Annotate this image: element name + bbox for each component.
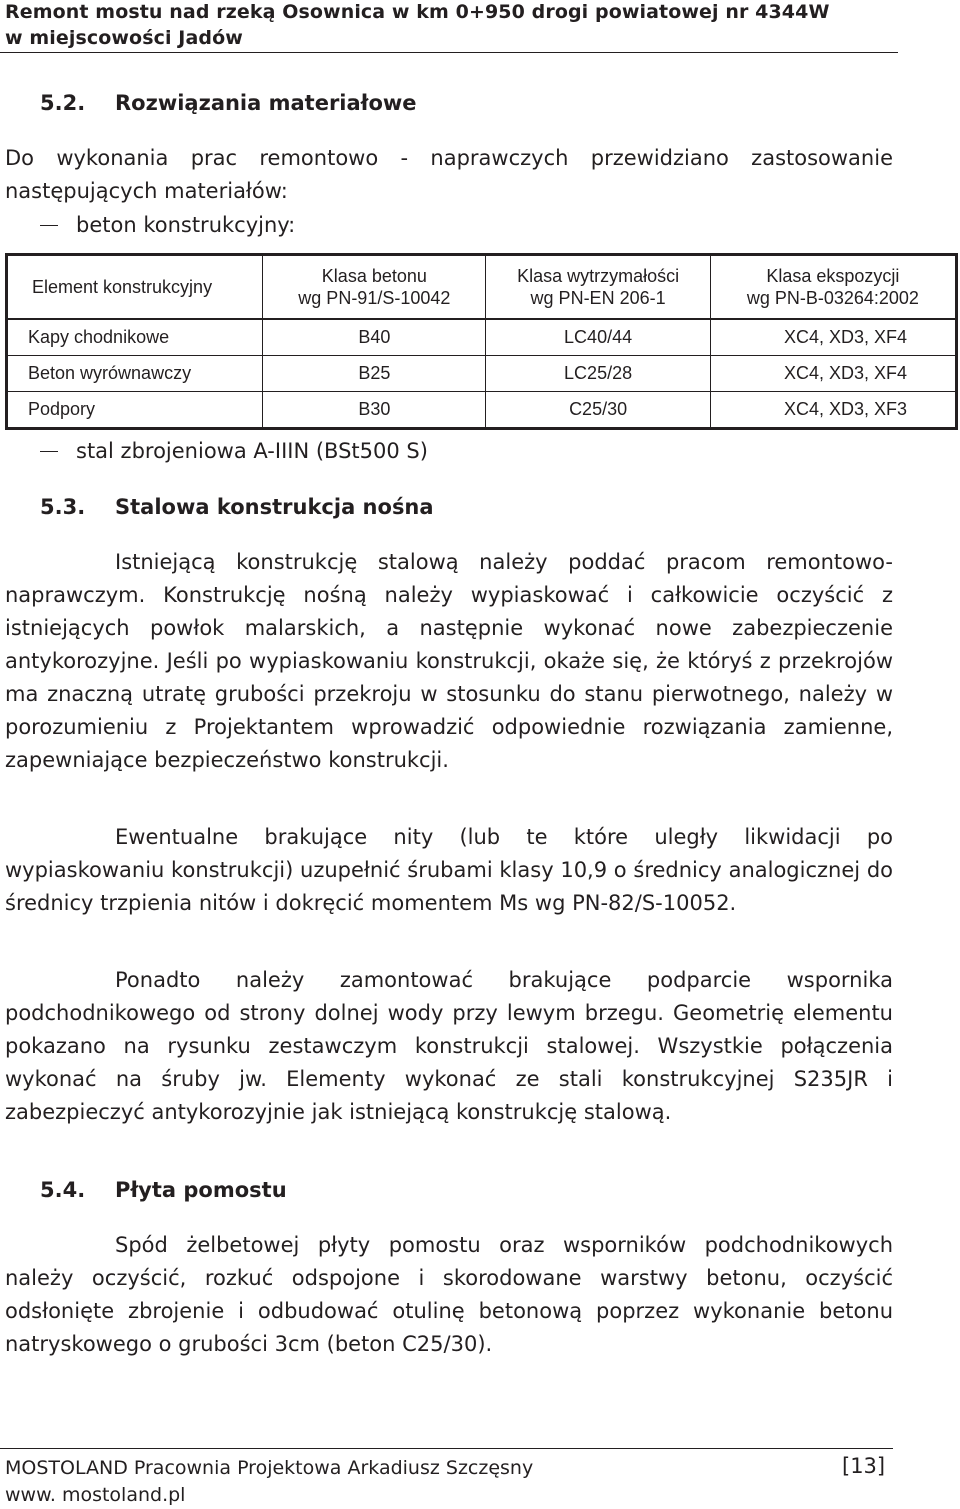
table-cell: Beton wyrównawczy xyxy=(7,356,263,392)
header-divider xyxy=(0,52,898,53)
column-header xyxy=(263,255,486,320)
footer-website-link[interactable]: www. mostoland.pl xyxy=(5,1484,186,1506)
steel-paragraph-1-text: Istniejącą konstrukcję stalową należy poddać pracom remontowo-naprawczym. Konstrukcję nośną należy wypiaskować i całkowicie oczyścić z istniejących powłok malarskich, a następnie wykonać nowe zabezpieczenie antykorozyjne. Jeśli po wypiaskowaniu konstrukcji, okaże się, że któryś z przekrojów ma znaczną utratę grubości przekroju w stosunku do stanu pierwotnego, należy w porozumieniu z Projektantem wprowadzić odpowiednie rozwiązania zamienne, zapewniające bezpieczeństwo konstrukcji. xyxy=(5,550,893,772)
table-cell: XC4, XD3, XF4 xyxy=(710,356,956,392)
table-cell: B40 xyxy=(263,319,486,356)
column-header-line: wg PN-B-03264:2002 xyxy=(746,288,919,308)
deck-paragraph-1 xyxy=(5,1229,893,1361)
column-header xyxy=(710,255,956,320)
table-cell: B30 xyxy=(263,392,486,429)
column-header-line: Klasa wytrzymałości xyxy=(517,266,680,286)
header-title-line-2: w miejscowości Jadów xyxy=(5,27,243,49)
concrete-classes-table xyxy=(5,253,958,430)
steel-paragraph-3 xyxy=(5,964,893,1129)
table-row xyxy=(7,392,957,429)
section-title: Stalowa konstrukcja nośna xyxy=(115,495,434,519)
page-number: [13] xyxy=(842,1454,886,1478)
deck-paragraph-1-text: Spód żelbetowej płyty pomostu oraz wsporników podchodnikowych należy oczyścić, rozkuć odspojone i skorodowane warstwy betonu, oczyścić odsłonięte zbrojenie i odbudować otulinę betonową poprzez wykonanie betonu natryskowego o grubości 3cm (beton C25/30). xyxy=(5,1233,893,1356)
table-cell: C25/30 xyxy=(486,392,710,429)
header-title-line-1: Remont mostu nad rzeką Osownica w km 0+950 drogi powiatowej nr 4344W xyxy=(5,1,830,23)
column-header-line: Klasa betonu xyxy=(321,266,427,286)
table-cell: Kapy chodnikowe xyxy=(7,319,263,356)
steel-paragraph-1 xyxy=(5,546,893,777)
column-header xyxy=(486,255,710,320)
footer-company: MOSTOLAND Pracownia Projektowa Arkadiusz Szczęsny xyxy=(5,1457,534,1479)
steel-paragraph-3-text: Ponadto należy zamontować brakujące podparcie wspornika podchodnikowego od strony dolnej wody przy lewym brzegu. Geometrię elementu pokazano na rysunku zestawczym konstrukcji stalowej. Wszystkie połączenia wykonać na śruby jw. Elementy wykonać ze stali konstrukcyjnej S235JR i zabezpieczyć antykorozyjnie jak istniejącą konstrukcję stalową. xyxy=(5,968,893,1124)
column-header-line: wg PN-EN 206-1 xyxy=(530,288,666,308)
column-header xyxy=(7,255,263,320)
section-heading-5-3 xyxy=(0,494,960,520)
section-number: 5.4. xyxy=(40,1178,86,1202)
bullet-dash xyxy=(40,225,58,226)
section-title: Rozwiązania materiałowe xyxy=(115,91,417,115)
bullet-reinforcing-steel: stal zbrojeniowa A-IIIN (BSt500 S) xyxy=(76,439,428,463)
column-header-line: Klasa ekspozycji xyxy=(766,266,900,286)
section-number: 5.3. xyxy=(40,495,86,519)
footer-divider xyxy=(0,1448,893,1449)
section-title: Płyta pomostu xyxy=(115,1178,287,1202)
table-cell: LC40/44 xyxy=(486,319,710,356)
table-row xyxy=(7,356,957,392)
bullet-dash xyxy=(40,451,58,452)
steel-paragraph-2 xyxy=(5,821,893,920)
table-header-row xyxy=(7,255,957,320)
table-row xyxy=(7,319,957,356)
section-heading-5-4 xyxy=(0,1177,960,1203)
table-cell: XC4, XD3, XF3 xyxy=(710,392,956,429)
section-number: 5.2. xyxy=(40,91,86,115)
table-cell: B25 xyxy=(263,356,486,392)
column-header-line: wg PN-91/S-10042 xyxy=(298,288,451,308)
steel-paragraph-2-text: Ewentualne brakujące nity (lub te które uległy likwidacji po wypiaskowaniu konstrukcji) uzupełnić śrubami klasy 10,9 o średnicy analogicznej do średnicy trzpienia nitów i dokręcić momentem Ms wg PN-82/S-10052. xyxy=(5,825,893,915)
table-cell: XC4, XD3, XF4 xyxy=(710,319,956,356)
bullet-structural-concrete: beton konstrukcyjny: xyxy=(76,213,296,237)
table-cell: Podpory xyxy=(7,392,263,429)
table-cell: LC25/28 xyxy=(486,356,710,392)
section-heading-5-2 xyxy=(0,90,960,116)
materials-intro: Do wykonania prac remontowo - naprawczych przewidziano zastosowanie następujących materiałów: xyxy=(5,146,893,203)
column-header-line: Element konstrukcyjny xyxy=(32,277,213,297)
